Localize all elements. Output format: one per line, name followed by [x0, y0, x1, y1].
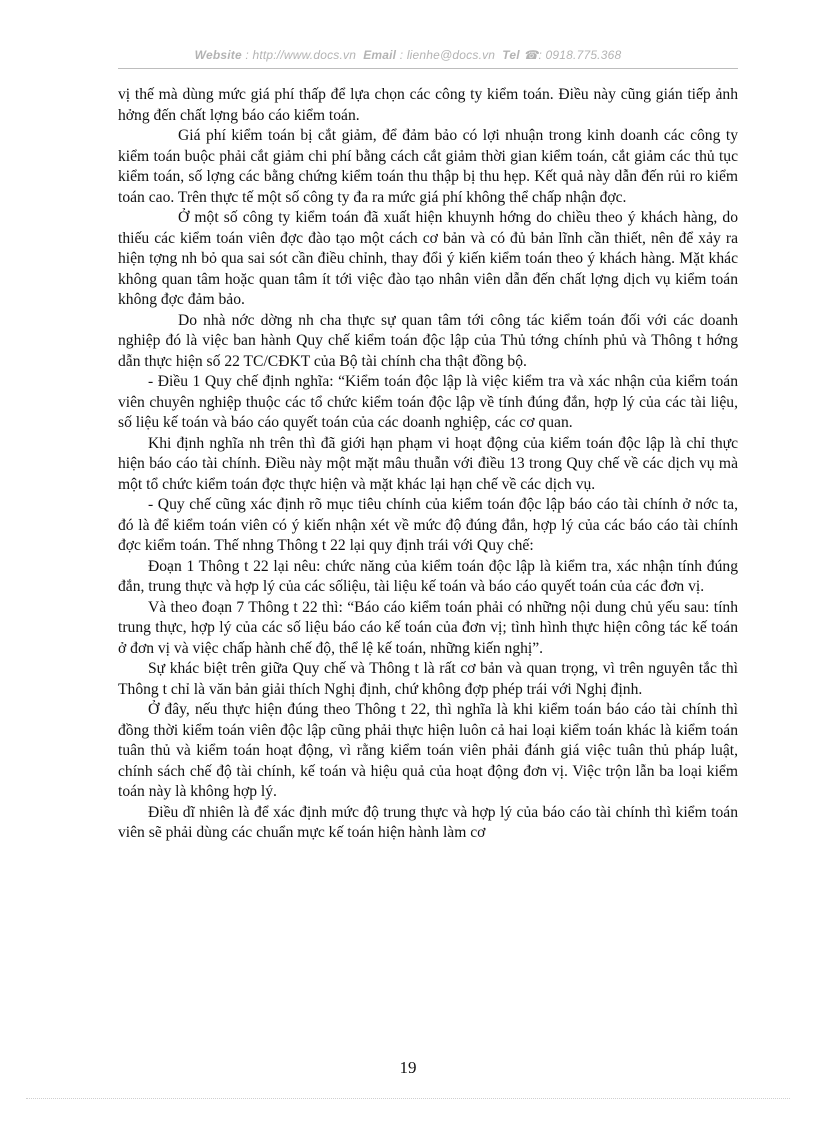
paragraph: Giá phí kiểm toán bị cắt giảm, để đảm bảo có lợi nhuận trong kinh doanh các công ty kiểm toán buộc phải cắt giảm chi phí bằng cách cắt giảm thời gian kiểm toán, cắt giảm các thủ tục kiểm toán, số lợng các bằng chứng kiểm toán thu thập bị thu hẹp. Kết quả này dẫn đến rủi ro kiểm toán cao. Trên thực tế một số công ty đa ra mức giá phí không thể chấp nhận đợc.	[118, 127, 738, 206]
paragraph: - Quy chế cũng xác định rõ mục tiêu chính của kiểm toán độc lập báo cáo tài chính ở nớc ta, đó là để kiểm toán viên có ý kiến nhận xét về mức độ đúng đắn, hợp lý của các báo cáo tài chính đợc kiểm toán. Thế nhng Thông t 22 lại quy định trái với Quy chế:	[118, 496, 738, 554]
paragraph: Ở một số công ty kiểm toán đã xuất hiện khuynh hớng do chiều theo ý khách hàng, do thiếu các kiểm toán viên đợc đào tạo một cách cơ bản và có đủ bản lĩnh cần thiết, nên để xảy ra hiện tợng nh bỏ qua sai sót cần điều chỉnh, thay đổi ý kiến kiểm toán theo ý khách hàng. Mặt khác không quan tâm hoặc quan tâm ít tới việc đào tạo nhân viên dẫn đến chất lợng dịch vụ kiểm toán không đợc đảm bảo.	[118, 209, 738, 308]
paragraph: Do nhà nớc dờng nh cha thực sự quan tâm tới công tác kiểm toán đối với các doanh nghiệp đó là việc ban hành Quy chế kiểm toán độc lập của Thủ tớng chính phủ và Thông t hớng dẫn thực hiện số 22 TC/CĐKT của Bộ tài chính cha thật đồng bộ.	[118, 311, 738, 370]
tel-value: : 0918.775.368	[538, 48, 622, 62]
footer-divider	[26, 1098, 790, 1099]
email-label: Email	[363, 48, 397, 62]
paragraph: vị thế mà dùng mức giá phí thấp để lựa chọn các công ty kiểm toán. Điều này cũng gián tiếp ảnh hởng đến chất lợng báo cáo kiểm toán.	[118, 86, 738, 124]
paragraph: Điều dĩ nhiên là để xác định mức độ trung thực và hợp lý của báo cáo tài chính thì kiểm toán viên sẽ phải dùng các chuẩn mực kế toán hiện hành làm cơ	[118, 803, 738, 841]
page-body	[118, 85, 738, 844]
paragraph: Sự khác biệt trên giữa Quy chế và Thông t là rất cơ bản và quan trọng, vì trên nguyên tắc thì Thông t chỉ là văn bản giải thích Nghị định, chứ không đợp phép trái với Nghị định.	[118, 660, 738, 698]
header-divider	[118, 68, 738, 69]
page-number: 19	[399, 1058, 417, 1077]
website-label: Website	[194, 48, 242, 62]
tel-label: Tel	[502, 48, 520, 62]
website-value: : http://www.docs.vn	[245, 48, 357, 62]
paragraph: Khi định nghĩa nh trên thì đã giới hạn phạm vi hoạt động của kiểm toán độc lập là chỉ thực hiện báo cáo tài chính. Điều này một mặt mâu thuẫn với điều 13 trong Quy chế về các dịch vụ mà một tổ chức kiểm toán đợc thực hiện và mặt khác lại hạn chế về các dịch vụ.	[118, 434, 738, 493]
phone-icon: ☎	[523, 48, 539, 62]
email-value: : lienhe@docs.vn	[399, 48, 496, 62]
paragraph: - Điều 1 Quy chế định nghĩa: “Kiểm toán độc lập là việc kiểm tra và xác nhận của kiểm toán viên chuyên nghiệp thuộc các tổ chức kiểm toán độc lập về tính đúng đắn, hợp lý của các tài liệu, số liệu kế toán và báo cáo quyết toán của các doanh nghiệp, các cơ quan.	[118, 373, 738, 431]
paragraph: Ở đây, nếu thực hiện đúng theo Thông t 22, thì nghĩa là khi kiểm toán báo cáo tài chính thì đồng thời kiểm toán viên độc lập cũng phải thực hiện luôn cả hai loại kiểm toán khác là kiểm toán tuân thủ và kiểm toán hoạt động, vì rằng kiểm toán viên phải đánh giá việc tuân thủ pháp luật, chính sách chế độ tài chính, kế toán và hiệu quả của hoạt động đơn vị. Việc trộn lẫn ba loại kiểm toán này là không hợp lý.	[118, 701, 738, 800]
paragraph: Và theo đoạn 7 Thông t 22 thì: “Báo cáo kiểm toán phải có những nội dung chủ yếu sau: tính trung thực, hợp lý của các số liệu báo cáo kế toán của đơn vị; tình hình thực hiện công tác kế toán ở đơn vị và việc chấp hành chế độ, thể lệ kế toán, những kiến nghị”.	[118, 598, 738, 657]
paragraph: Đoạn 1 Thông t 22 lại nêu: chức năng của kiểm toán độc lập là kiểm tra, xác nhận tính đúng đắn, trung thực và hợp lý của các sốliệu, tài liệu kế toán và báo cáo quyết toán của các đơn vị.	[118, 557, 738, 595]
page-header	[0, 48, 816, 62]
